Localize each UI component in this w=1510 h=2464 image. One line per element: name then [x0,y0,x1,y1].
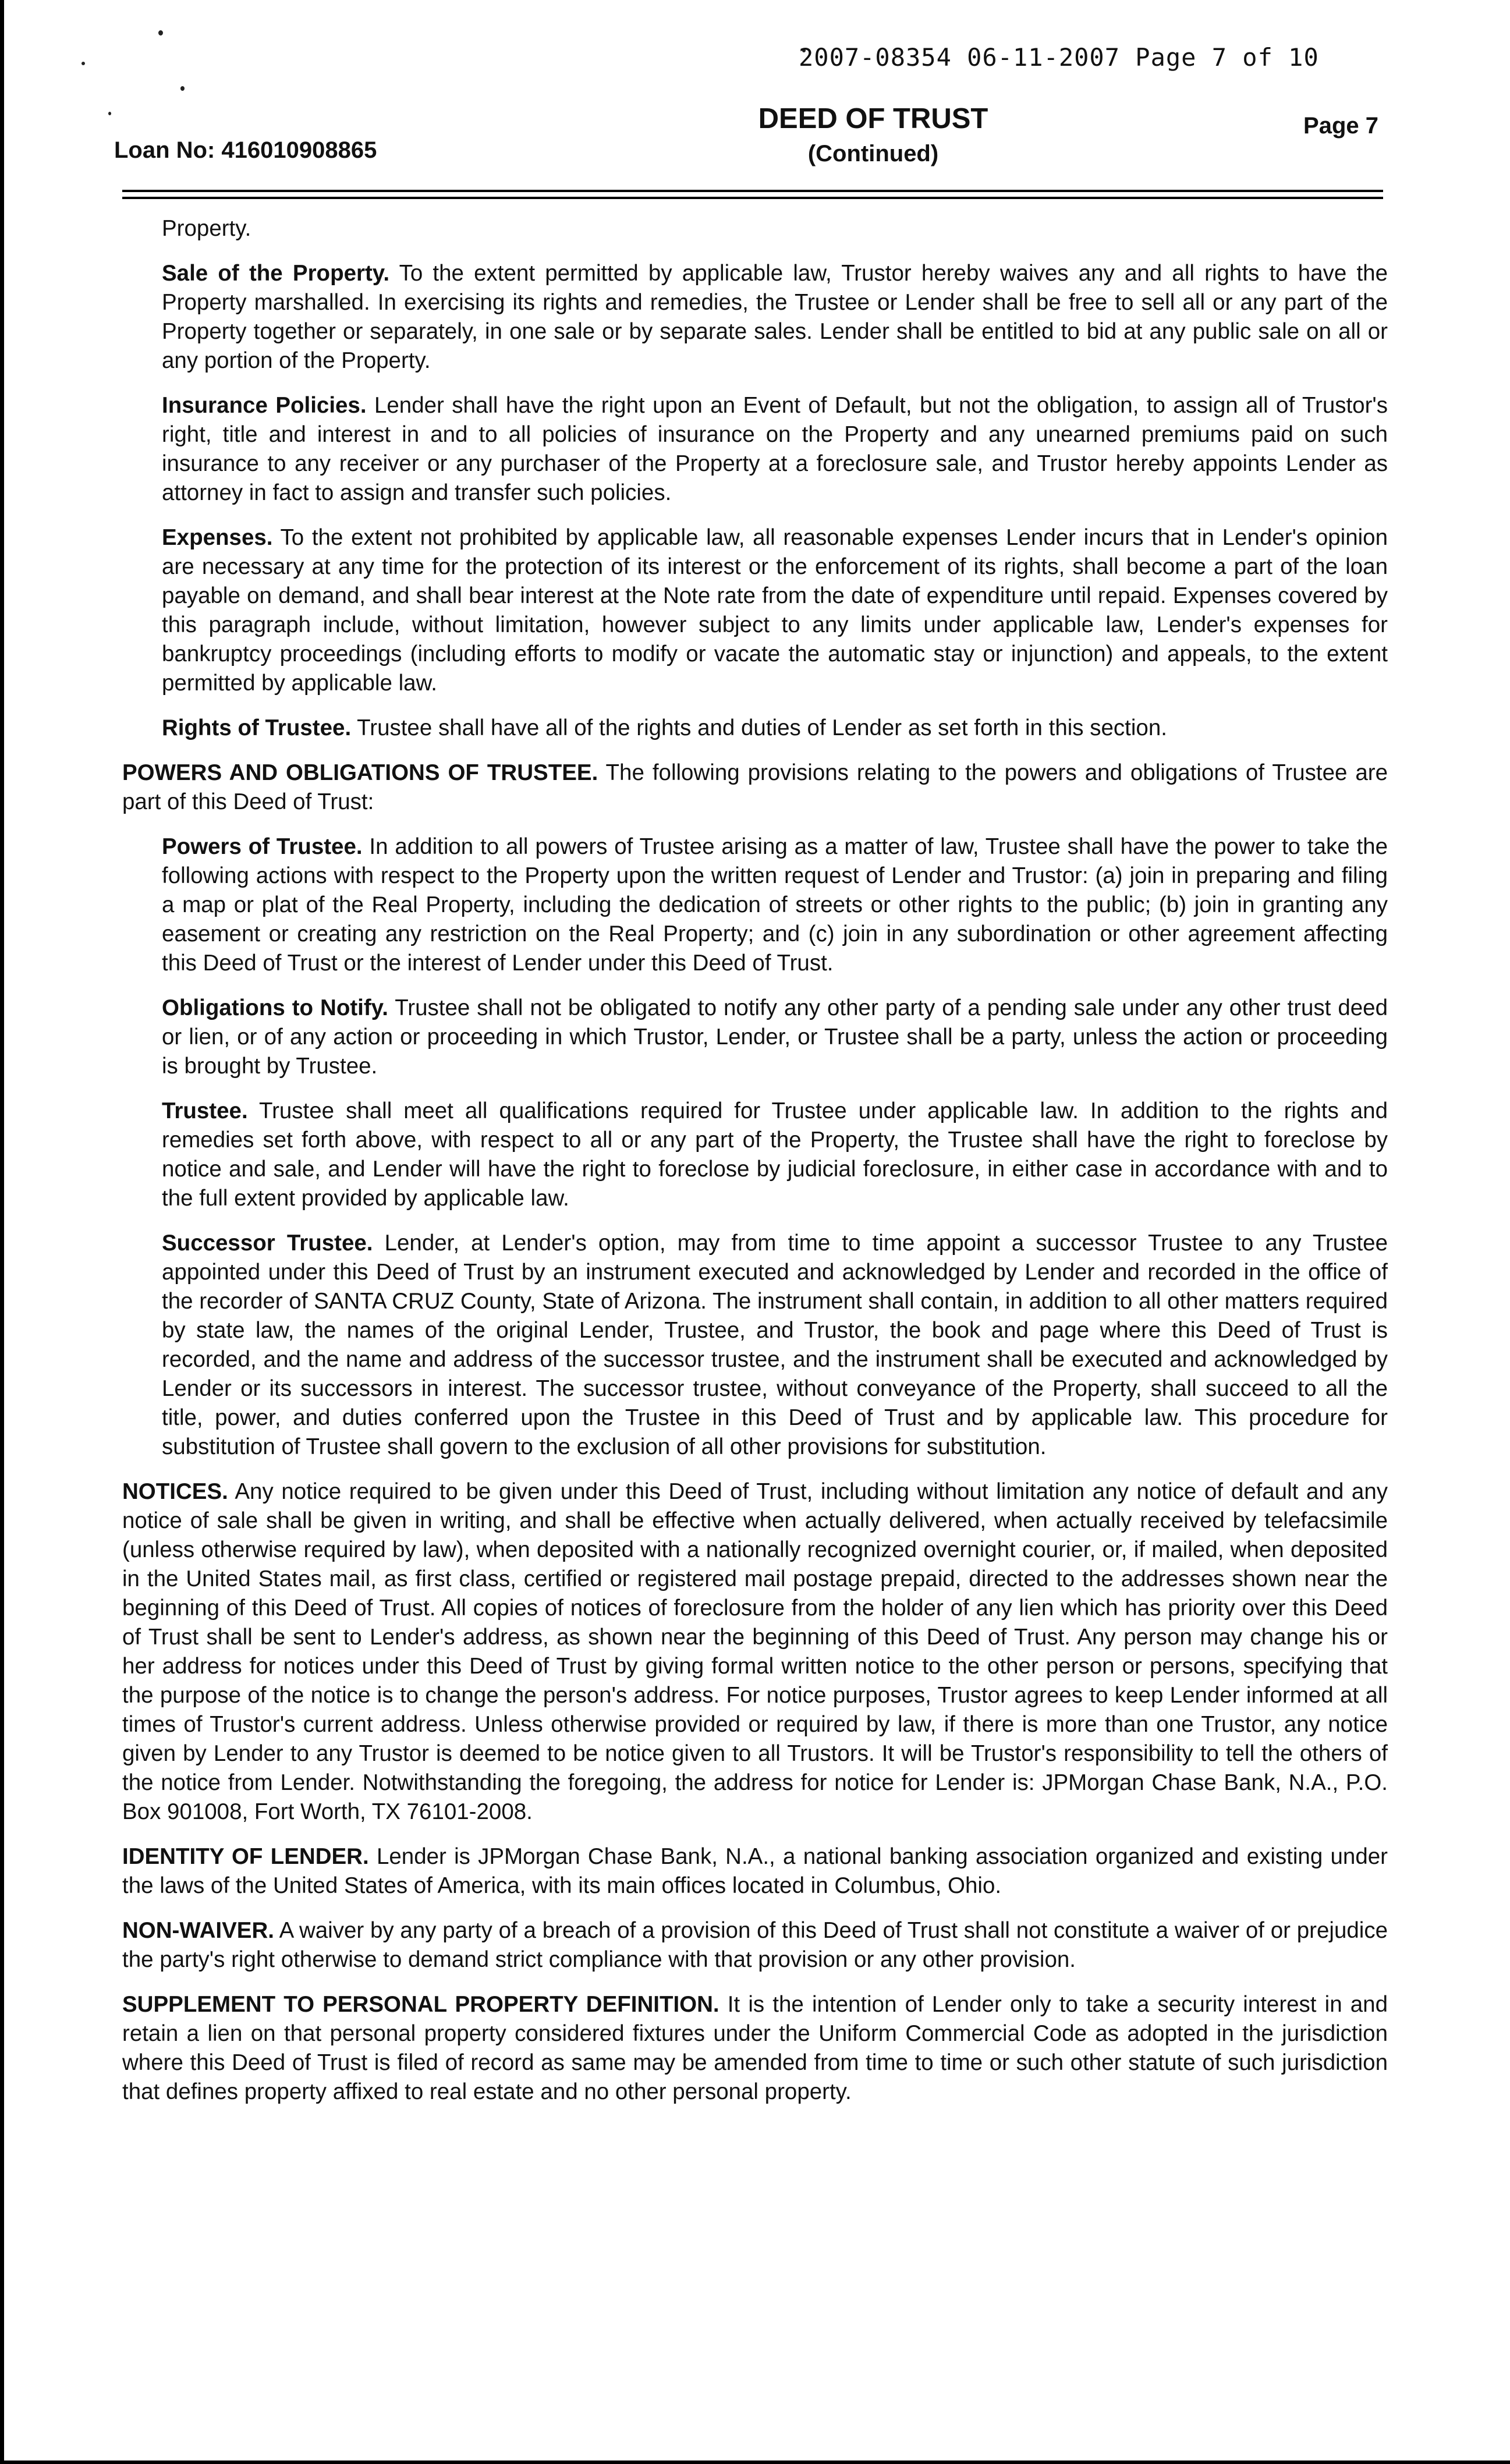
section-notices: NOTICES. Any notice required to be given under this Deed of Trust, including without limitation any notice of default and any notice of sale shall be given in writing, and shall be effective when actually delivered, when actually received by telefacsimile (unless otherwise required by law), when deposited with a nationally recognized overnight courier, or, if mailed, when deposited in the United States mail, as first class, certified or registered mail postage prepaid, directed to the addresses shown near the beginning of this Deed of Trust. All copies of notices of foreclosure from the holder of any lien which has priority over this Deed of Trust shall be sent to Lender's address, as shown near the beginning of this Deed of Trust. Any person may change his or her address for notices under this Deed of Trust by giving formal written notice to the other person or persons, specifying that the purpose of the notice is to change the person's address. For notice purposes, Trustor agrees to keep Lender informed at all times of Trustor's current address. Unless otherwise provided or required by law, if there is more than one Trustor, any notice given by Lender to any Trustor is deemed to be notice given to all Trustors. It will be Trustor's responsibility to tell the others of the notice from Lender. Notwithstanding the foregoing, the address for notice for Lender is: JPMorgan Chase Bank, N.A., P.O. Box 901008, Fort Worth, TX 76101-2008. [122,1479,1388,1824]
heading-identity-of-lender: IDENTITY OF LENDER. [122,1844,369,1869]
heading-expenses: Expenses. [162,525,273,550]
loan-number: Loan No: 416010908865 [114,137,377,163]
header-rule-top [122,190,1383,192]
page-number: Page 7 [1303,113,1378,139]
scan-speck [180,86,185,91]
section-non-waiver: NON-WAIVER. A waiver by any party of a breach of a provision of this Deed of Trust shall not constitute a waiver of or prejudice the party's right otherwise to demand strict compliance with that provision or any other provision. [122,1918,1388,1972]
section-powers-and-obligations: POWERS AND OBLIGATIONS OF TRUSTEE. The following provisions relating to the powers and obligations of Trustee are part of this Deed of Trust: [122,760,1388,814]
paragraph-trustee: Trustee. Trustee shall meet all qualifications required for Trustee under applicable law. In addition to the rights and remedies set forth above, with respect to all or any part of the Property, the Trustee shall have the right to foreclose by notice and sale, and Lender will have the right to foreclose by judicial foreclosure, in either case in accordance with and to the full extent provided by applicable law. [162,1098,1388,1211]
paragraph-property-continued: Property. [162,216,251,241]
paragraph-obligations-to-notify: Obligations to Notify. Trustee shall not be obligated to notify any other party of a pending sale under any other trust deed or lien, or of any action or proceeding in which Trustor, Lender, or Trustee shall be a party, unless the action or proceeding is brought by Trustee. [162,995,1388,1079]
scan-speck [108,112,111,115]
document-title: DEED OF TRUST [758,103,988,134]
heading-non-waiver: NON-WAIVER. [122,1918,274,1943]
scan-speck [158,30,163,36]
recording-stamp: 2007-08354 06-11-2007 Page 7 of 10 [799,43,1319,72]
scan-left-border [0,0,4,2464]
heading-insurance-policies: Insurance Policies. [162,393,367,418]
document-body [122,214,1388,2107]
heading-notices: NOTICES. [122,1479,228,1504]
paragraph-insurance-policies: Insurance Policies. Lender shall have the right upon an Event of Default, but not the obligation, to assign all of Trustor's right, title and interest in and to all policies of insurance on the Property and any unearned premiums paid on such insurance to any receiver or any purchaser of the Property at a foreclosure sale, and Trustor hereby appoints Lender as attorney in fact to assign and transfer such policies. [162,393,1388,505]
heading-obligations-to-notify: Obligations to Notify. [162,995,388,1020]
heading-powers-and-obligations: POWERS AND OBLIGATIONS OF TRUSTEE. [122,760,598,785]
heading-personal-property-supplement: SUPPLEMENT TO PERSONAL PROPERTY DEFINITION. [122,1992,719,2017]
heading-sale-of-property: Sale of the Property. [162,261,390,286]
section-identity-of-lender: IDENTITY OF LENDER. Lender is JPMorgan Chase Bank, N.A., a national banking association organized and existing under the laws of the United States of America, with its main offices located in Columbus, Ohio. [122,1844,1388,1898]
paragraph-successor-trustee: Successor Trustee. Lender, at Lender's option, may from time to time appoint a successor Trustee to any Trustee appointed under this Deed of Trust by an instrument executed and acknowledged by Lender and recorded in the office of the recorder of SANTA CRUZ County, State of Arizona. The instrument shall contain, in addition to all other matters required by state law, the names of the original Lender, Trustee, and Trustor, the book and page where this Deed of Trust is recorded, and the name and address of the successor trustee, and the instrument shall be executed and acknowledged by Lender or its successors in interest. The successor trustee, without conveyance of the Property, shall succeed to all the title, power, and duties conferred upon the Trustee in this Deed of Trust and by applicable law. This procedure for substitution of Trustee shall govern to the exclusion of all other provisions for substitution. [162,1231,1388,1459]
heading-trustee: Trustee. [162,1098,248,1123]
heading-successor-trustee: Successor Trustee. [162,1231,373,1256]
document-subtitle: (Continued) [807,141,939,166]
paragraph-expenses: Expenses. To the extent not prohibited by applicable law, all reasonable expenses Lender incurs that in Lender's opinion are necessary at any time for the protection of its interest or the enforcement of its rights, shall become a part of the loan payable on demand, and shall bear interest at the Note rate from the date of expenditure until repaid. Expenses covered by this paragraph include, without limitation, however subject to any limits under applicable law, Lender's expenses for bankruptcy proceedings (including efforts to modify or vacate the automatic stay or injunction) and appeals, to the extent permitted by applicable law. [162,525,1388,696]
heading-rights-of-trustee: Rights of Trustee. [162,715,352,740]
section-personal-property-supplement: SUPPLEMENT TO PERSONAL PROPERTY DEFINITION. It is the intention of Lender only to take a security interest in and retain a lien on that personal property considered fixtures under the Uniform Commercial Code as adopted in the jurisdiction where this Deed of Trust is filed of record as same may be amended from time to time or such other statute of such jurisdiction that defines property affixed to real estate and no other personal property. [122,1992,1388,2104]
paragraph-rights-of-trustee: Rights of Trustee. Trustee shall have all of the rights and duties of Lender as set forth in this section. [162,715,1167,740]
scan-bottom-border [0,2461,1510,2464]
scan-speck [81,62,85,65]
paragraph-powers-of-trustee: Powers of Trustee. In addition to all powers of Trustee arising as a matter of law, Trustee shall have the power to take the following actions with respect to the Property upon the written request of Lender and Trustor: (a) join in preparing and filing a map or plat of the Real Property, including the dedication of streets or other rights to the public; (b) join in granting any easement or creating any restriction on the Real Property; and (c) join in any subordination or other agreement affecting this Deed of Trust or the interest of Lender under this Deed of Trust. [162,834,1388,976]
paragraph-sale-of-property: Sale of the Property. To the extent permitted by applicable law, Trustor hereby waives any and all rights to have the Property marshalled. In exercising its rights and remedies, the Trustee or Lender shall be free to sell all or any part of the Property together or separately, in one sale or by separate sales. Lender shall be entitled to bid at any public sale on all or any portion of the Property. [162,261,1388,373]
heading-powers-of-trustee: Powers of Trustee. [162,834,363,859]
header-rule-bottom [122,197,1383,199]
